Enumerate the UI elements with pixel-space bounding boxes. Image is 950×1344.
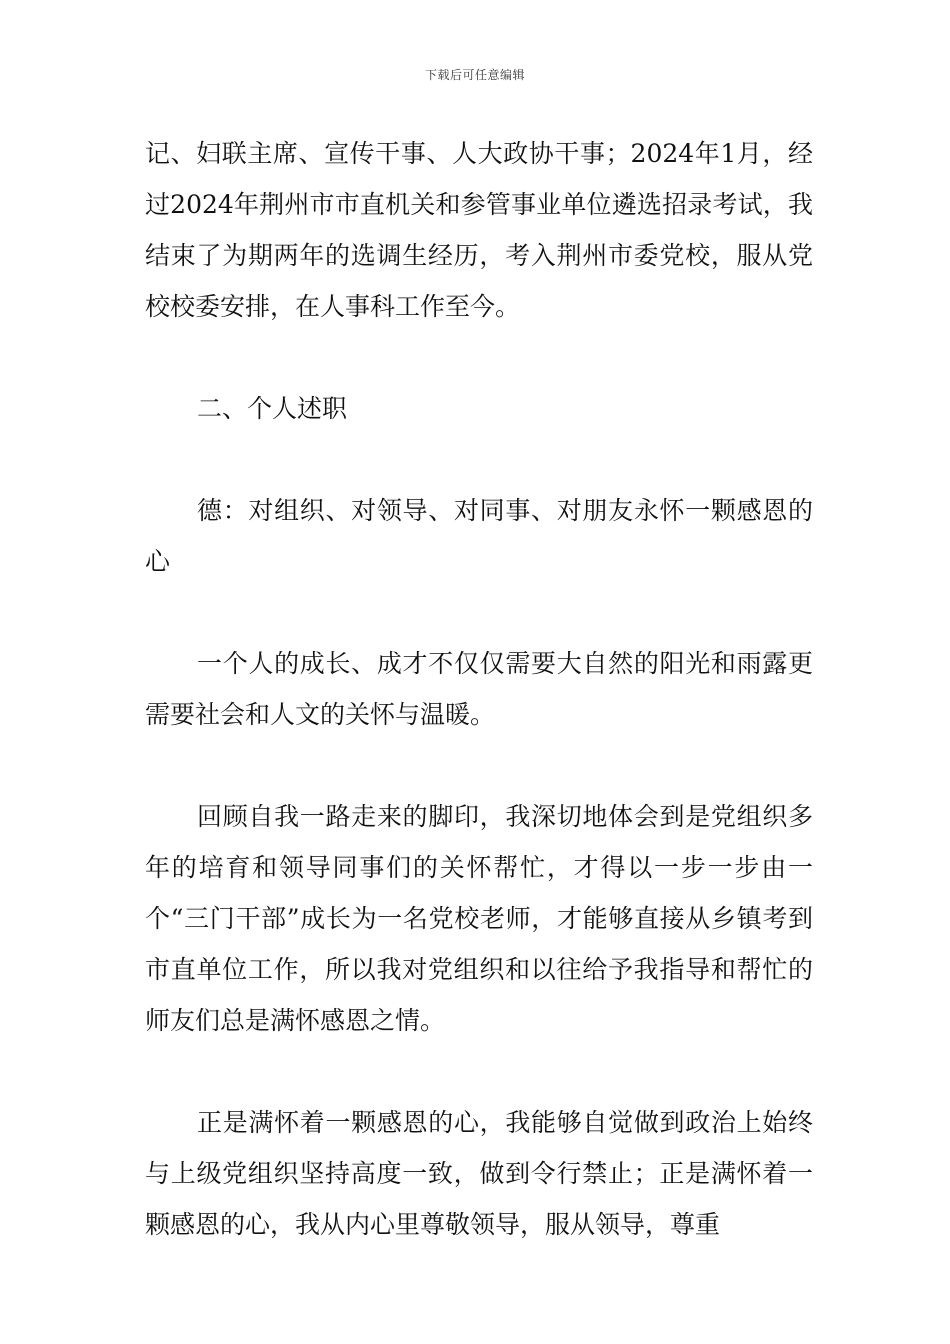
paragraph-gap bbox=[145, 434, 813, 485]
page-header-note: 下载后可任意编辑 bbox=[424, 68, 525, 82]
paragraph-virtue-heading: 德：对组织、对领导、对同事、对朋友永怀一颗感恩的心 bbox=[145, 496, 813, 576]
paragraph-gap bbox=[145, 1046, 813, 1097]
paragraph-continued: 记、妇联主席、宣传干事、人大政协干事；2024年1月，经过2024年荆州市市直机关和参管事业单位遴选招录考试，我结束了为期两年的选调生经历，考入荆州市委党校，服从党校校委安排，在人事科工作至今。 bbox=[145, 139, 813, 321]
paragraph-gap bbox=[145, 332, 813, 383]
paragraph-review: 回顾自我一路走来的脚印，我深切地体会到是党组织多年的培育和领导同事们的关怀帮忙，才得以一步一步由一个“三门干部”成长为一名党校老师，才能够直接从乡镇考到市直单位工作，所以我对党组织和以往给予我指导和帮忙的师友们总是满怀感恩之情。 bbox=[145, 802, 813, 1035]
document-body bbox=[145, 128, 813, 1250]
paragraph-gap bbox=[145, 587, 813, 638]
paragraph-growth: 一个人的成长、成才不仅仅需要大自然的阳光和雨露更需要社会和人文的关怀与温暖。 bbox=[145, 649, 813, 729]
paragraph-gap bbox=[145, 740, 813, 791]
paragraph-gratitude: 正是满怀着一颗感恩的心，我能够自觉做到政治上始终与上级党组织坚持高度一致，做到令行禁止；正是满怀着一颗感恩的心，我从内心里尊敬领导，服从领导，尊重 bbox=[145, 1108, 813, 1239]
section-heading-personal-report: 二、个人述职 bbox=[197, 394, 348, 423]
